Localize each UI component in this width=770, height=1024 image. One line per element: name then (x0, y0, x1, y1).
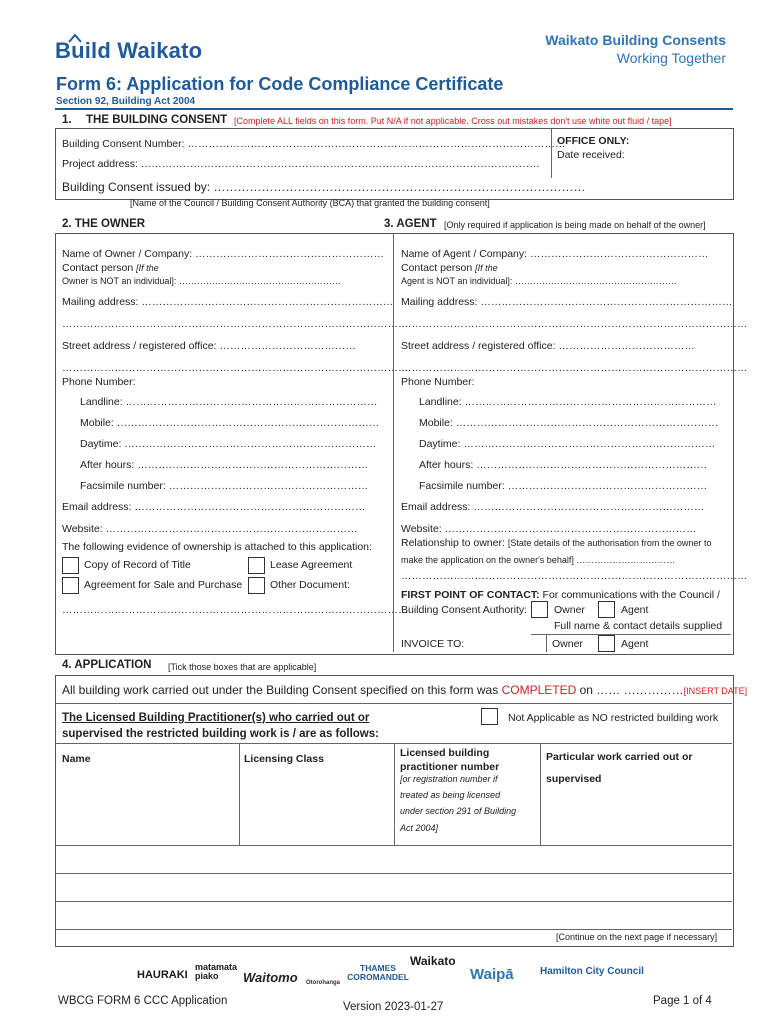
office-only-label: OFFICE ONLY: (557, 135, 630, 147)
footer-form-name: WBCG FORM 6 CCC Application (58, 995, 228, 1007)
agent-mailing-field[interactable]: Mailing address: ……………………………………………………………… (401, 296, 733, 308)
agent-daytime-field[interactable]: Daytime: ……………………………………………………………… (419, 438, 716, 450)
owner-landline-field[interactable]: Landline: ……………………………………………………………… (80, 396, 378, 408)
agent-landline-field[interactable]: Landline: ……………………………………………………………… (419, 396, 717, 408)
invoice-agent-checkbox[interactable] (598, 635, 615, 652)
agent-contact-label: Contact person (401, 262, 473, 274)
tagline-together: Working Together (616, 50, 726, 66)
section1-note: [Complete ALL fields on this form. Put N/A if not applicable. Cross out mistakes don't use white out fluid / tape] (234, 116, 672, 126)
lbp-row-3 (56, 901, 732, 902)
other-document-checkbox[interactable] (248, 577, 265, 594)
logo-waitomo: Waitomo (243, 970, 298, 985)
owner-website-field[interactable]: Website: ……………………………………………………………… (62, 523, 358, 535)
lbp-col-div-3 (540, 743, 541, 845)
logo-hauraki: HAURAKI (137, 969, 188, 981)
col-number-note-2: treated as being licensed (400, 790, 501, 800)
agent-name-field[interactable]: Name of Agent / Company: …………………………………………… (401, 248, 709, 260)
section4-note: [Tick those boxes that are applicable] (168, 662, 317, 672)
lbp-row-4 (56, 929, 732, 930)
full-name-label: Full name & contact details supplied (554, 620, 723, 632)
form-subtitle: Section 92, Building Act 2004 (56, 96, 196, 107)
owner-fax-field[interactable]: Facsimile number: ………………………………………………… (80, 480, 369, 492)
agent-mobile-field[interactable]: Mobile: ………………………………………………………………… (419, 417, 719, 429)
agent-email-field[interactable]: Email address: ………………………………………………………… (401, 501, 705, 513)
col-work-header: Particular work carried out or (546, 751, 693, 763)
consent-number-field[interactable]: Building Consent Number: ……………………………………………………………………………………………… (62, 138, 566, 150)
form-title: Form 6: Application for Code Compliance Certificate (56, 74, 504, 94)
continue-note: [Continue on the next page if necessary] (556, 932, 718, 942)
section1-title: THE BUILDING CONSENT (86, 114, 228, 126)
section1-number: 1. (62, 114, 72, 126)
evidence-label: The following evidence of ownership is attached to this application: (62, 541, 372, 553)
owner-contact-field[interactable]: Owner is NOT an individual]: ……………………………………………… (62, 276, 341, 286)
lease-label: Lease Agreement (270, 559, 353, 571)
completed-word: COMPLETED (501, 683, 577, 697)
not-applicable-label: Not Applicable as NO restricted building work (508, 712, 719, 724)
owner-street-field[interactable]: Street address / registered office: ………………………………… (62, 340, 356, 352)
invoice-rule (531, 634, 731, 635)
lease-checkbox[interactable] (248, 557, 265, 574)
relationship-field[interactable]: make the application on the owner's behalf] …………………………… (401, 555, 676, 565)
issued-by-note: [Name of the Council / Building Consent Authority (BCA) that granted the building consent] (130, 198, 490, 208)
section2-title: 2. THE OWNER (62, 218, 146, 230)
agent-street-field[interactable]: Street address / registered office: ………………………………… (401, 340, 695, 352)
agent-website-field[interactable]: Website: ……………………………………………………………… (401, 523, 697, 535)
lbp-heading-1: The Licensed Building Practitioner(s) who carried out or (62, 712, 370, 724)
completed-date-field[interactable]: on …… …………… (579, 683, 684, 697)
not-applicable-checkbox[interactable] (481, 708, 498, 725)
col-number-note-3: under section 291 of Building (400, 806, 517, 816)
agent-mailing-line2[interactable]: ……………………………………………………………………………………… (401, 318, 748, 330)
owner-mobile-field[interactable]: Mobile: ………………………………………………………………… (80, 417, 380, 429)
invoice-owner-label: Owner (552, 638, 583, 650)
fpoc-agent-checkbox[interactable] (598, 601, 615, 618)
fpoc-rest: For communications with the Council / (539, 589, 720, 601)
owner-contact-label: Contact person (62, 262, 134, 274)
footer-page: Page 1 of 4 (653, 995, 712, 1007)
owner-mailing-line2[interactable]: ……………………………………………………………………………………… (62, 318, 409, 330)
invoice-label: INVOICE TO: (401, 638, 465, 650)
agent-contact-note: [If the (475, 263, 498, 273)
owner-email-field[interactable]: Email address: ………………………………………………………… (62, 501, 366, 513)
agent-contact-field[interactable]: Agent is NOT an individual]: ……………………………………………… (401, 276, 677, 286)
owner-daytime-field[interactable]: Daytime: ……………………………………………………………… (80, 438, 377, 450)
other-document-label: Other Document: (270, 579, 350, 591)
lbp-row-2 (56, 873, 732, 874)
agent-phone-label: Phone Number: (401, 376, 475, 388)
owner-phone-label: Phone Number: (62, 376, 136, 388)
lbp-heading-2: supervised the restricted building work is / are as follows: (62, 728, 379, 740)
owner-contact-note: [If the (136, 263, 159, 273)
other-document-field[interactable]: ……………………………………………………………………………………… (62, 604, 409, 616)
footer-version: Version 2023-01-27 (343, 1001, 444, 1013)
agent-fax-field[interactable]: Facsimile number: ………………………………………………… (419, 480, 708, 492)
bca-label: Building Consent Authority: (401, 604, 528, 616)
col-number-note-1: [or registration number if (400, 774, 498, 784)
relationship-line2[interactable]: ……………………………………………………………………………………… (401, 570, 748, 582)
brand-logo: Build Waikato (55, 38, 203, 63)
project-address-field[interactable]: Project address: …………………………………………………………………………………………………… (62, 158, 540, 170)
section3-title: 3. AGENT (384, 218, 437, 230)
fpoc-owner-label: Owner (554, 604, 585, 616)
lbp-row-1 (56, 845, 732, 846)
agent-afterhours-field[interactable]: After hours: ………………………………………………………… (419, 459, 708, 471)
completed-text: All building work carried out under the Building Consent specified on this form was (62, 683, 499, 697)
logo-otorohanga: Otorohanga (306, 980, 340, 986)
date-received-label: Date received: (557, 149, 625, 161)
lbp-col-div-2 (394, 743, 395, 845)
logo-waikato: Waikato (410, 954, 456, 968)
col-work-header-2: supervised (546, 773, 602, 785)
issued-by-field[interactable]: Building Consent issued by: ………………………………………………………………………………… (62, 180, 586, 194)
section4-title: 4. APPLICATION (62, 659, 152, 671)
relationship-note: [State details of the authorisation from the owner to (507, 538, 712, 548)
owner-street-line2[interactable]: ……………………………………………………………………………………… (62, 362, 409, 374)
col-name-header: Name (62, 753, 91, 765)
sale-purchase-label: Agreement for Sale and Purchase (84, 579, 243, 591)
col-class-header: Licensing Class (244, 753, 324, 765)
office-divider (551, 129, 552, 178)
logo-thames-coromandel: THAMES COROMANDEL (347, 963, 409, 982)
sale-purchase-checkbox[interactable] (62, 577, 79, 594)
col-number-header: Licensed building practitioner number (400, 747, 500, 773)
owner-mailing-field[interactable]: Mailing address: ……………………………………………………………… (62, 296, 394, 308)
copy-title-label: Copy of Record of Title (84, 559, 191, 571)
header-rule (55, 108, 733, 110)
invoice-agent-label: Agent (621, 638, 649, 650)
agent-street-line2[interactable]: ……………………………………………………………………………………… (401, 362, 748, 374)
lbp-col-div-1 (239, 743, 240, 845)
owner-afterhours-field[interactable]: After hours: ………………………………………………………… (80, 459, 369, 471)
fpoc-agent-label: Agent (621, 604, 649, 616)
fpoc-label: FIRST POINT OF CONTACT: (401, 589, 540, 601)
logo-matamata-piako: matamata piako (195, 962, 238, 981)
insert-date-note: [INSERT DATE] (683, 686, 748, 696)
section3-note: [Only required if application is being made on behalf of the owner] (444, 220, 706, 230)
logo-hamilton: Hamilton City Council (540, 966, 644, 977)
invoice-divider (546, 634, 547, 652)
col-number-note-4: Act 2004] (400, 823, 439, 833)
relationship-label: Relationship to owner: (401, 537, 505, 549)
logo-waipa: Waipā (470, 966, 514, 983)
tagline-consents: Waikato Building Consents (545, 32, 726, 48)
fpoc-owner-checkbox[interactable] (531, 601, 548, 618)
application-rule-1 (56, 703, 732, 704)
owner-name-field[interactable]: Name of Owner / Company: ……………………………………………… (62, 248, 385, 260)
copy-title-checkbox[interactable] (62, 557, 79, 574)
